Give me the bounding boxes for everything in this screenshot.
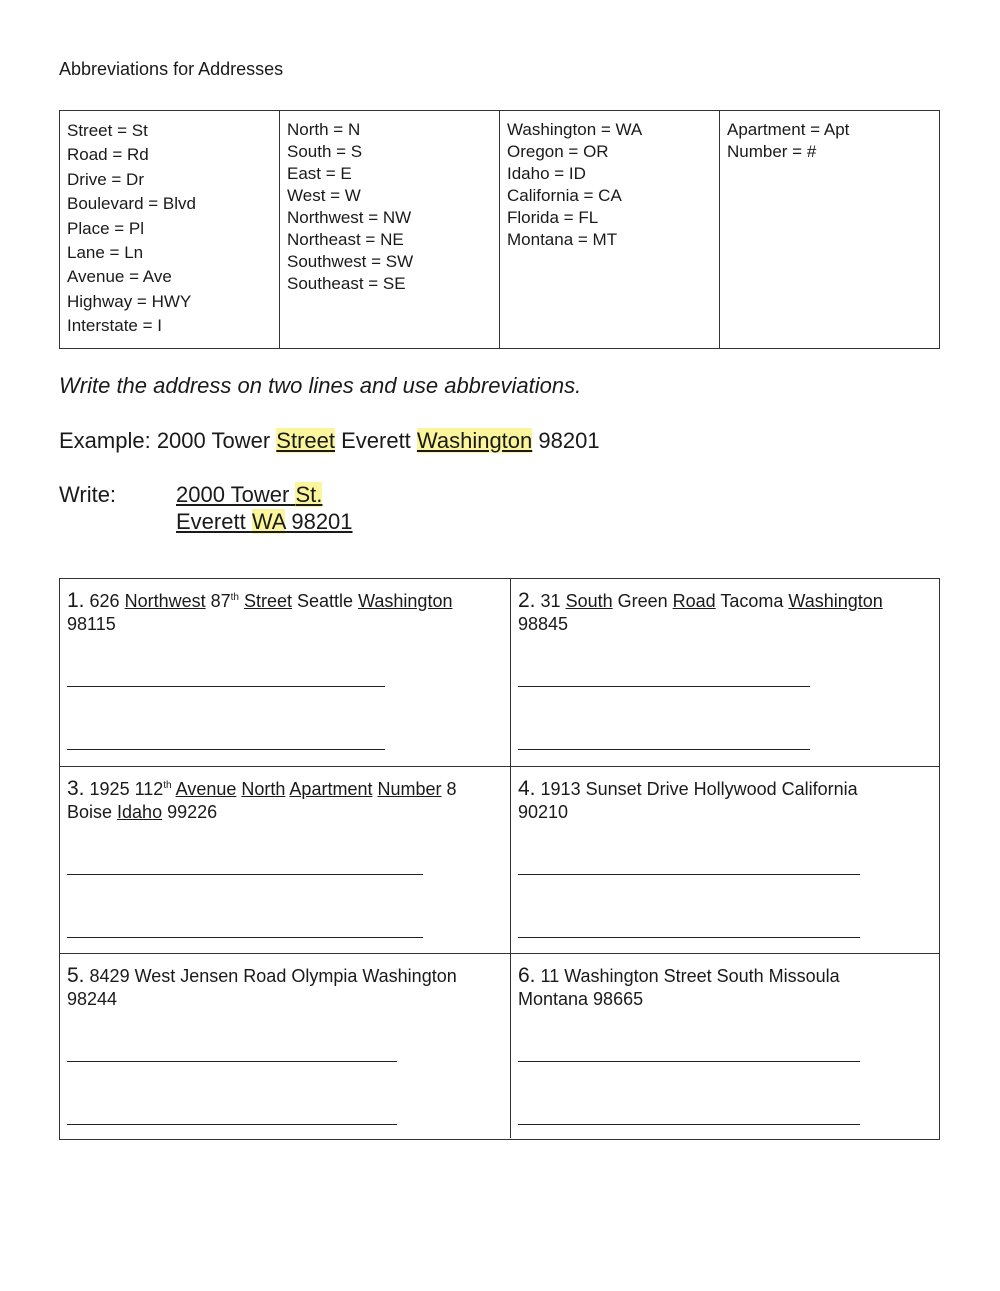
example-text: 98201 (532, 428, 600, 453)
answer-text: 98201 (285, 509, 353, 534)
abbr-item: North = N (287, 120, 361, 139)
prompt-text: 8429 West Jensen Road Olympia Washington (89, 966, 457, 986)
example-highlight: Washington (416, 428, 533, 453)
exercise-number: 2. (518, 589, 536, 612)
abbr-item: Southeast = SE (287, 274, 406, 293)
prompt-underlined: Road (672, 591, 716, 611)
abbr-item: Interstate = I (67, 316, 162, 336)
prompt-text: Green (612, 591, 673, 611)
abbr-item: Northeast = NE (287, 230, 404, 249)
exercise-cell-5 (60, 954, 511, 1138)
exercise-cell-6 (511, 954, 939, 1138)
exercise-cell-2 (511, 579, 939, 767)
prompt-text: 11 Washington Street South Missoula (540, 966, 840, 986)
abbr-item: Northwest = NW (287, 208, 412, 227)
abbreviations-table (59, 110, 940, 349)
abbr-item: East = E (287, 164, 352, 183)
abbr-item: Highway = HWY (67, 291, 192, 311)
prompt-underlined: Washington (358, 591, 453, 611)
exercise-prompt (67, 589, 503, 636)
answer-blank-1[interactable] (518, 1061, 860, 1062)
exercise-cell-1 (60, 579, 511, 767)
prompt-text: 99226 (162, 802, 218, 822)
example-line (59, 428, 600, 454)
exercise-number: 3. (67, 777, 85, 800)
page-title: Abbreviations for Addresses (59, 59, 284, 79)
abbr-column-other (720, 111, 940, 349)
example-highlight: Street (276, 428, 335, 453)
abbr-item: California = CA (507, 186, 622, 205)
abbr-item: Boulevard = Blvd (67, 194, 196, 214)
exercise-number: 6. (518, 964, 536, 987)
exercise-cell-4 (511, 767, 939, 954)
exercise-prompt (67, 964, 503, 1011)
instruction-text: Write the address on two lines and use abbreviations. (59, 373, 582, 398)
prompt-underlined: Idaho (117, 802, 163, 822)
example-text: Everett (334, 428, 417, 453)
abbr-item: Washington = WA (507, 120, 643, 139)
abbr-item: Avenue = Ave (67, 267, 172, 287)
abbr-column-directions (280, 111, 500, 349)
answer-blank-1[interactable] (518, 874, 860, 875)
exercise-number: 5. (67, 964, 85, 987)
prompt-underlined: Number (377, 779, 442, 799)
exercise-prompt (518, 777, 932, 824)
answer-blank-1[interactable] (67, 874, 423, 875)
abbr-item: West = W (287, 186, 361, 205)
prompt-text: 626 (89, 591, 125, 611)
exercise-grid (59, 578, 940, 1140)
answer-blank-2[interactable] (67, 937, 423, 938)
answer-highlight: WA (251, 509, 286, 534)
prompt-text: Montana 98665 (518, 989, 644, 1009)
exercise-cell-3 (60, 767, 511, 954)
prompt-text: Seattle (292, 591, 359, 611)
prompt-underlined: Washington (788, 591, 883, 611)
answer-highlight: St. (295, 482, 323, 507)
abbr-item: Southwest = SW (287, 252, 414, 271)
superscript: th (163, 780, 172, 791)
exercise-prompt (518, 964, 932, 1011)
answer-blank-2[interactable] (518, 749, 810, 750)
write-answer-line-1 (176, 482, 322, 508)
prompt-text: 98845 (518, 614, 569, 634)
abbr-item: Apartment = Apt (727, 120, 850, 139)
answer-blank-2[interactable] (518, 1124, 860, 1125)
prompt-underlined: North (241, 779, 286, 799)
prompt-underlined: Northwest (124, 591, 206, 611)
write-answer-line-2 (176, 509, 353, 535)
abbr-item: Drive = Dr (67, 169, 144, 189)
exercise-number: 4. (518, 777, 536, 800)
answer-blank-1[interactable] (518, 686, 810, 687)
exercise-prompt (67, 777, 503, 824)
abbr-item: Oregon = OR (507, 142, 609, 161)
prompt-text: 8 (441, 779, 457, 799)
answer-blank-2[interactable] (67, 1124, 397, 1125)
prompt-text: 1925 112 (89, 779, 164, 799)
abbr-item: Montana = MT (507, 230, 618, 249)
prompt-text: 90210 (518, 802, 569, 822)
prompt-text: 98244 (67, 989, 118, 1009)
prompt-text: Boise (67, 802, 118, 822)
abbr-item: Road = Rd (67, 145, 149, 165)
prompt-text: 87 (205, 591, 231, 611)
answer-text: 2000 Tower (176, 482, 296, 507)
abbr-item: South = S (287, 142, 363, 161)
exercise-number: 1. (67, 589, 85, 612)
prompt-underlined: Street (244, 591, 293, 611)
answer-text: Everett (176, 509, 252, 534)
prompt-underlined: Apartment (289, 779, 373, 799)
abbr-item: Lane = Ln (67, 243, 144, 263)
answer-blank-2[interactable] (518, 937, 860, 938)
abbr-item: Idaho = ID (507, 164, 586, 183)
example-text: Example: 2000 Tower (59, 428, 277, 453)
prompt-text: 31 (540, 591, 566, 611)
prompt-text: 1913 Sunset Drive Hollywood California (540, 779, 858, 799)
abbr-item: Florida = FL (507, 208, 599, 227)
prompt-underlined: Avenue (175, 779, 237, 799)
answer-blank-1[interactable] (67, 686, 385, 687)
exercise-prompt (518, 589, 932, 636)
abbr-item: Street = St (67, 121, 148, 140)
prompt-text: Tacoma (715, 591, 789, 611)
abbr-column-streets (60, 111, 280, 349)
superscript: th (230, 592, 239, 603)
prompt-text: 98115 (67, 614, 116, 634)
abbr-item: Place = Pl (67, 218, 145, 238)
prompt-underlined: South (565, 591, 613, 611)
answer-blank-2[interactable] (67, 749, 385, 750)
write-label: Write: (59, 482, 117, 507)
abbr-item: Number = # (727, 142, 817, 161)
answer-blank-1[interactable] (67, 1061, 397, 1062)
abbr-column-states (500, 111, 720, 349)
